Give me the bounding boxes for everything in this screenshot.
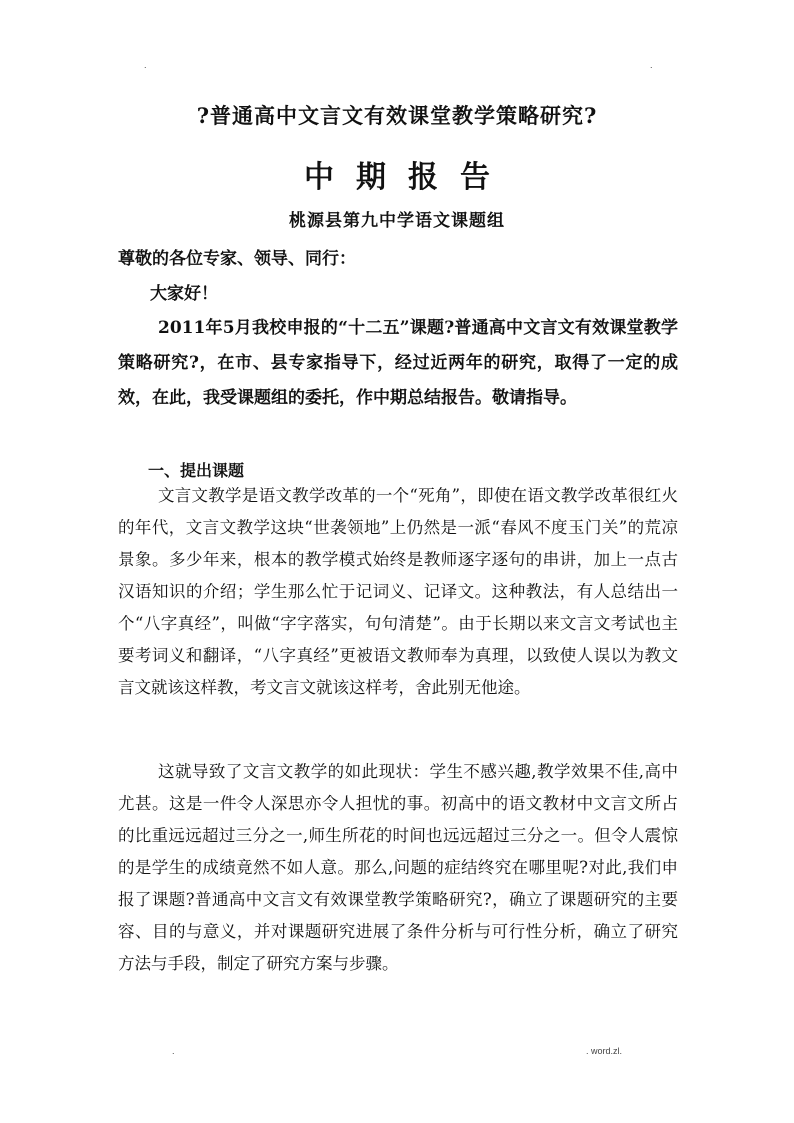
author-line: 桃源县第九中学语文课题组 [289,211,505,231]
document-title: ?普通高中文言文有效课堂教学策略研究? [196,103,598,128]
salutation: 尊敬的各位专家、领导、同行： [118,249,356,269]
report-title: 中期报告 [304,160,512,195]
body-paragraph: 文言文教学是语文教学改革的一个“死角”，即使在语文教学改革很红火的年代，文言文教学这块“世袭领地”上仍然是一派“春风不度玉门关”的荒凉景象。多少年来，根本的教学模式始终是教师逐字逐句的串讲，加上一点古汉语知识的介绍；学生那么忙于记词义、记译文。这种教法，有人总结出一个“八字真经”，叫做“字字落实，句句清楚”。由于长期以来文言文考试也主要考词义和翻译，“八字真经”更被语文教师奉为真理，以致使人误以为教文言文就该这样教，考文言文就该这样考，舍此别无他途。 [118,486,678,697]
footer-watermark: . word.zl. [586,1046,623,1056]
greeting: 大家好！ [150,284,218,304]
body-paragraph: 这就导致了文言文教学的如此现状：学生不感兴趣,教学效果不佳,高中尤甚。这是一件令人深思亦令人担忧的事。初高中的语文教材中文言文所占的比重远远超过三分之一,师生所花的时间也远远超过三分之一。但令人震惊的是学生的成绩竟然不如人意。那么,问题的症结终究在哪里呢?对此,我们申报了课题?普通高中文言文有效课堂教学策略研究?，确立了课题研究的主要容、目的与意义，并对课题研究进展了条件分析与可行性分析，确立了研究方法与手段，制定了研究方案与步骤。 [118,762,678,973]
corner-mark-left: . [144,60,147,70]
footer-left-mark: . [172,1046,175,1056]
section-heading: 一、提出课题 [148,461,245,480]
intro-paragraph: 2011年5月我校申报的“十二五”课题?普通高中文言文有效课堂教学策略研究?，在市、县专家指导下，经过近两年的研究，取得了一定的成效，在此，我受课题组的委托，作中期总结报告。敬请指导。 [118,318,678,408]
corner-mark-right: . [650,60,653,70]
